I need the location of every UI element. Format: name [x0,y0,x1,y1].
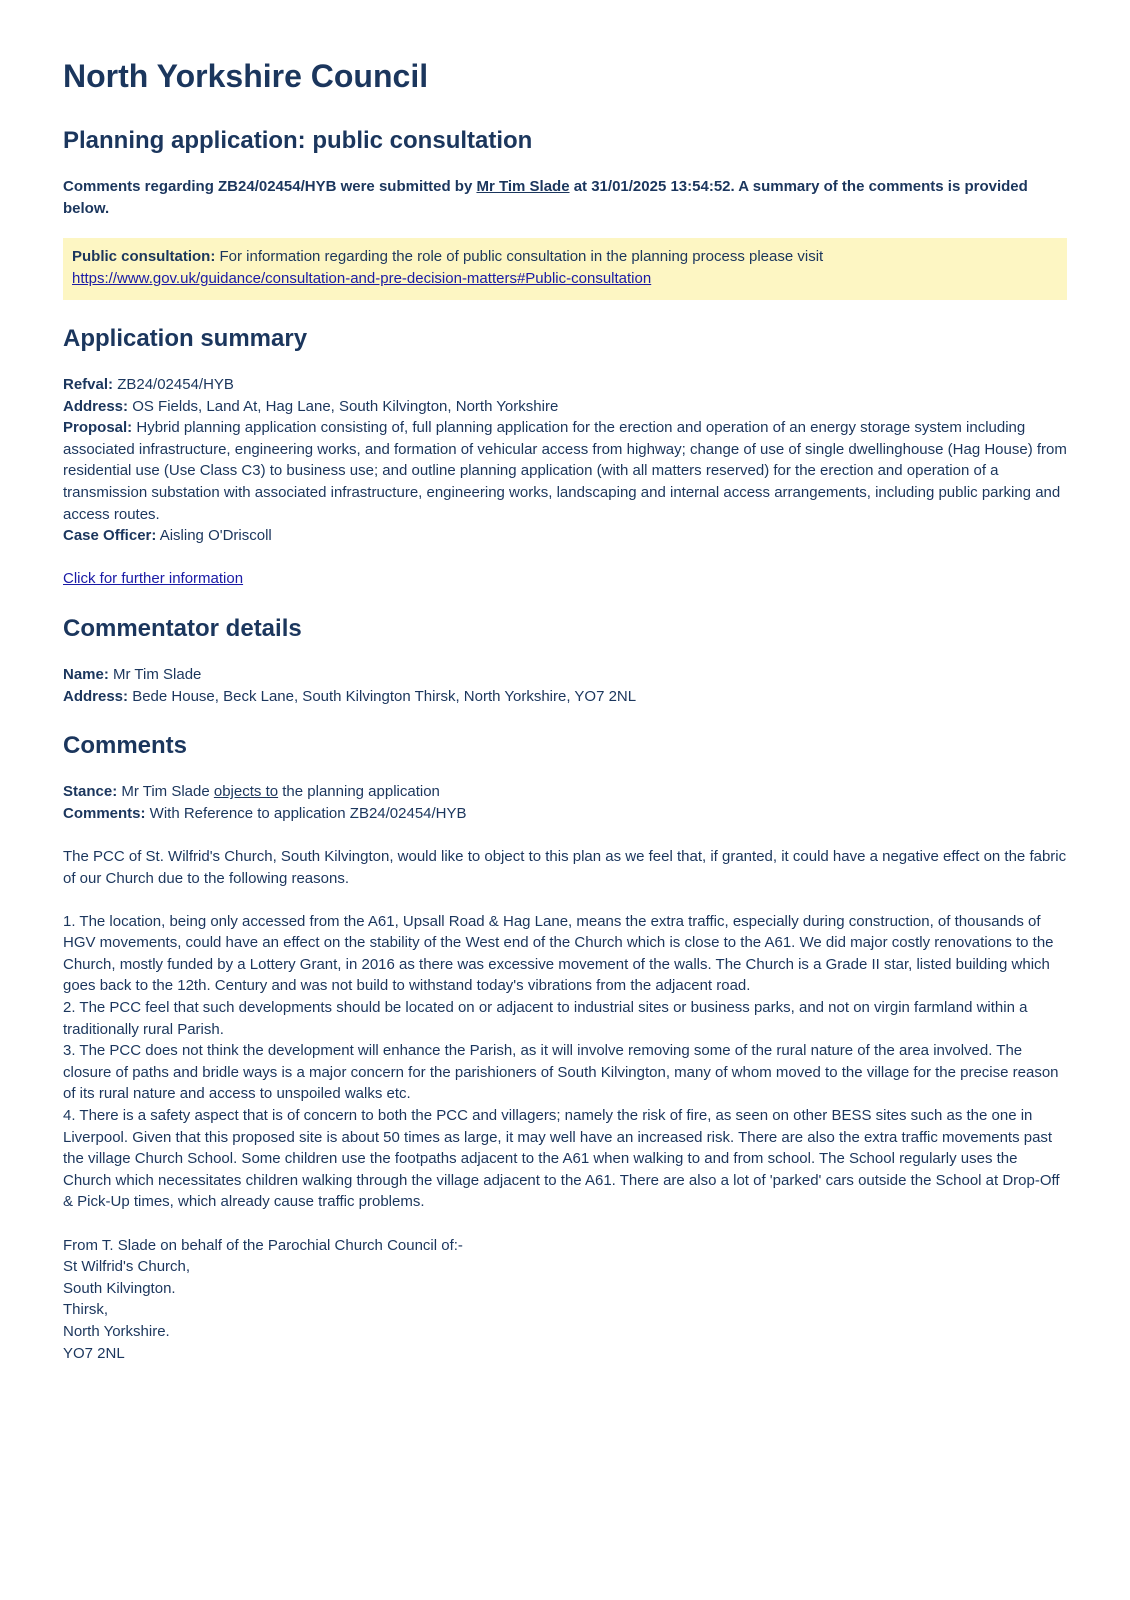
submission-info [63,176,1067,220]
application-summary-heading: Application summary [63,325,308,352]
signoff-line: St Wilfrid's Church, [63,1258,191,1276]
comments-row [63,803,1067,825]
stance-suffix: the planning application [278,783,440,801]
notice-text: For information regarding the role of public consultation in the planning process please visit [215,248,824,265]
signoff-line: Thirsk, [63,1301,108,1319]
proposal-label: Proposal: [63,419,133,437]
name-label: Name: [63,665,109,683]
signoff-line: North Yorkshire. [63,1322,170,1340]
commentator-name-row [63,664,1067,686]
address-label: Address: [63,397,129,415]
proposal-row [63,417,1067,525]
refval-label: Refval: [63,376,114,393]
stance-prefix: Mr Tim Slade [117,783,214,801]
refval-row [63,374,1067,396]
comment-paragraph: The PCC of St. Wilfrid's Church, South Kilvington, would like to object to this plan as we feel that, if granted, it could have a negative effect on the fabric of our Church due to the following reasons. [63,847,1067,887]
council-title: North Yorkshire Council [63,58,429,94]
commentator-address-label: Address: [63,687,129,705]
stance-label: Stance: [63,783,118,801]
name-value: Mr Tim Slade [108,665,202,683]
signoff-line: From T. Slade on behalf of the Parochial Church Council of:- [63,1236,463,1254]
submission-suffix: at 31/01/2025 13:54:52. A summary of the comments is provided below. [63,178,1028,217]
comments-body [63,781,1067,1364]
signoff-line: South Kilvington. [63,1279,176,1297]
public-consultation-notice [63,238,1067,300]
commentator-address-row [63,686,1067,708]
comments-label: Comments: [63,804,146,822]
address-row [63,396,1067,418]
application-summary [63,374,1067,590]
submission-prefix: Comments regarding ZB24/02454/HYB were submitted by [63,178,477,195]
further-information-link[interactable]: Click for further information [63,570,244,588]
signoff-line: YO7 2NL [63,1344,125,1362]
submitter-link[interactable]: Mr Tim Slade [476,178,570,195]
comments-heading: Comments [63,732,188,760]
case-officer-label: Case Officer: [63,527,157,545]
comment-point: 1. The location, being only accessed from the A61, Upsall Road & Hag Lane, means the extra traffic, especially during construction, of thousands of HGV movements, could have an effect on the stability of the West end of the Church which is close to the A61. We did major costly renovations to the Church, mostly funded by a Lottery Grant, in 2016 as there was excessive movement of the walls. The Church is a Grade II star, listed building which goes back to the 12th. Century and was not build to withstand today's vibrations from the adjacent road. [63,912,1054,995]
commentator-address-value: Bede House, Beck Lane, South Kilvington Thirsk, North Yorkshire, YO7 2NL [128,687,637,705]
comment-point: 3. The PCC does not think the development will enhance the Parish, as it will involve removing some of the rural nature of the area involved. The closure of paths and bridle ways is a major concern for the parishioners of South Kilvington, many of whom moved to the village for the precise reason of its rural nature and access to unspoiled walks etc. [63,1042,1059,1103]
stance-value: objects to [213,783,279,801]
comment-point: 2. The PCC feel that such developments should be located on or adjacent to industrial sites or business parks, and not on virgin farmland within a traditionally rural Parish. [63,999,1028,1038]
consultation-guidance-link[interactable]: https://www.gov.uk/guidance/consultation-and-pre-decision-matters#Public-consultation [72,270,652,287]
proposal-value: Hybrid planning application consisting of, full planning application for the erection and operation of an energy storage system including associated infrastructure, engineering works, and formation of vehicular access from highway; change of use of single dwellinghouse (Hag House) from residential use (Use Class C3) to business use; and outline planning application (with all matters reserved) for the erection and operation of a transmission substation with associated infrastructure, engineering works, landscaping and internal access arrangements, including public parking and access routes. [63,419,1067,523]
comment-point: 4. There is a safety aspect that is of concern to both the PCC and villagers; namely the risk of fire, as seen on other BESS sites such as the one in Liverpool. Given that this proposed site is about 50 times as large, it may well have an increased risk. There are also the extra traffic movements past the village Church School. Some children use the footpaths adjacent to the A61 when walking to and from school. The School regularly uses the Church which necessitates children walking through the village adjacent to the A61. There are also a lot of 'parked' cars outside the School at Drop-Off & Pick-Up times, which already cause traffic problems. [63,1107,1060,1211]
notice-label: Public consultation: [72,248,216,265]
commentator-heading: Commentator details [63,614,302,642]
address-value: OS Fields, Land At, Hag Lane, South Kilvington, North Yorkshire [128,397,559,415]
comments-intro: With Reference to application ZB24/02454/HYB [145,804,467,822]
refval-value: ZB24/02454/HYB [113,376,234,393]
page-subtitle: Planning application: public consultation [63,127,533,154]
case-officer-value: Aisling O'Driscoll [156,527,272,545]
stance-row [63,781,1067,803]
commentator-details [63,664,1067,707]
case-officer-row [63,525,1067,547]
